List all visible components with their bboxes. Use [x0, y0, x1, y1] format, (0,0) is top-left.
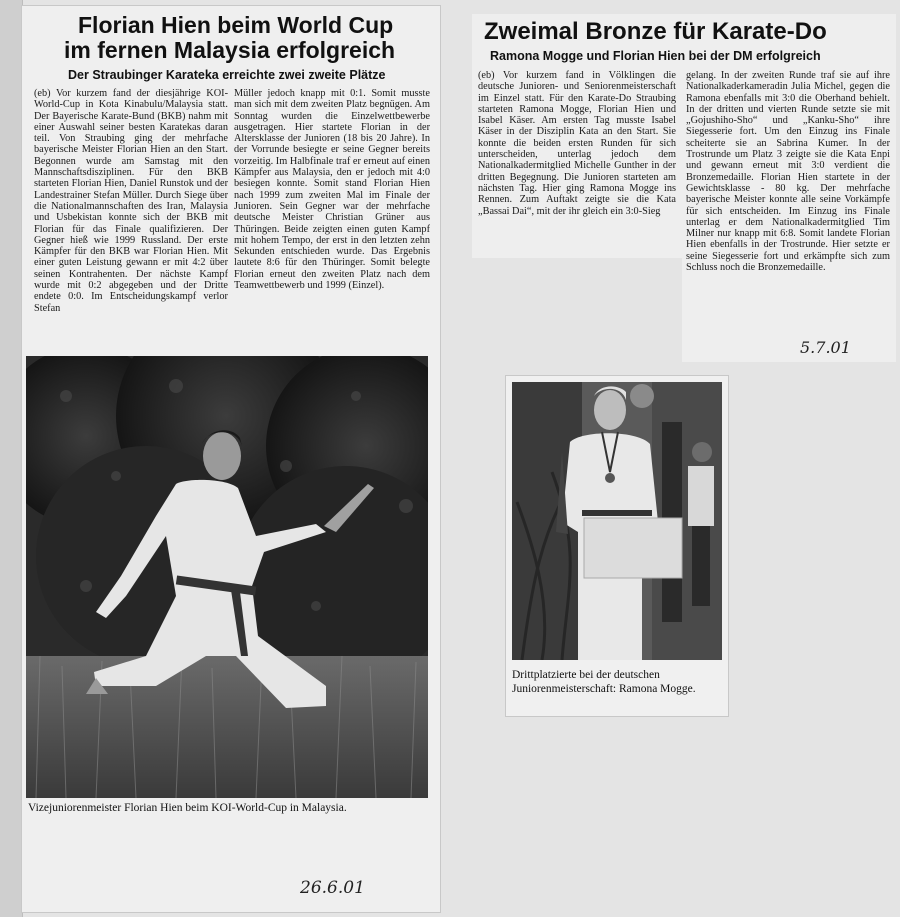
medal-winner-image	[512, 382, 722, 660]
article1-body-col2: Müller jedoch knapp mit 0:1. Somit musste man sich mit dem zweiten Platz begnügen. Am Sonntag wurden die Einzelwettbewerbe ausgetragen. Hier startete Florian in der Altersklasse der Junioren (18 bis 20 Jahre). In der Vorrunde besiegte er seine Gegner bereits vorzeitig. Im Halbfinale traf er erneut auf einen Kämpfer aus Malaysia, den er jedoch mit 4:0 besiegen konnte. Somit stand Florian Hien nach 1999 zum zweiten Mal im Finale der Junioren. Sein Gegner war der mehrfache deutsche Meister Christian Grüner aus Thüringen. Beide zeigten einen guten Kampf mit hohem Tempo, der erst in den letzten zehn Sekunden entschieden wurde. Das Ergebnis lautete 8:6 für den Thüringer. Somit belegte Florian erneut den zweiten Platz nach dem Teamwettbewerb und 1999 (Einzel).	[234, 88, 430, 292]
article2-handwritten-date: 5.7.01	[800, 338, 851, 357]
photo-ramona-mogge	[512, 382, 722, 660]
article1-column-1	[34, 88, 228, 353]
article1-headline-line1: Florian Hien beim World Cup	[78, 12, 394, 38]
page-binding-edge	[0, 0, 23, 917]
article2-column-2	[686, 70, 890, 342]
article2-column-1	[478, 70, 676, 252]
bronze-photo-clipping	[506, 376, 728, 716]
article1-body-col1: (eb) Vor kurzem fand der diesjährige KOI-World-Cup in Kota Kinabulu/Malaysia statt. Der Bayerische Karate-Bund (BKB) nahm mit einer Auswahl seiner besten Karatekas daran teil. Von Straubing ging der mehrfache bayerische Meister Florian Hien an den Start. Begonnen wurde am Samstag mit den Mannschaftsdisziplinen. Für den BKB starteten Florian Hien, Daniel Runstok und der Landestrainer Stefan Müller. Durch Siege über die Nationalmannschaften des Iran, Malaysia und Usbekistan konnte sich der BKB mit Florian für das Finale qualifizieren. Der Gegner hieß wie 1999 Russland. Der erste Kämpfer für den BKB war Florian Hien. Mit einer guten Leistung gewann er mit 4:2 über seinen Kontrahenten. Der nächste Kampf wurde mit 0:2 abgegeben und der Dritte endete 0:0. Im Entscheidungskampf verlor Stefan	[34, 88, 228, 314]
article2-subheadline: Ramona Mogge und Florian Hien bei der DM erfolgreich	[490, 49, 821, 63]
article2-headline: Zweimal Bronze für Karate-Do	[484, 18, 827, 45]
article2-body-col1: (eb) Vor kurzem fand in Völklingen die deutsche Junioren- und Seniorenmeisterschaft im Einzel statt. Für den Karate-Do Straubing starteten Ramona Mogge, Florian Hien und Isabel Käser. Am ersten Tag musste Isabel Käser in der Disziplin Kata an den Start. Sie konnte die beiden ersten Runden für sich unterscheiden, unterlag jedoch dem Nationalkadermitglied Michelle Gunther in der dritten Begegnung. Die Junioren starteten am nächsten Tag. Hier ging Ramona Mogge ins Rennen. Zum Auftakt zeigte sie die Kata „Bassai Dai“, mit der ihr gleich ein 3:0-Sieg	[478, 70, 676, 217]
article-world-cup-clipping	[22, 6, 440, 912]
article1-headline-line2: im fernen Malaysia erfolgreich	[64, 37, 396, 63]
article1-column-2	[234, 88, 430, 353]
article1-subheadline: Der Straubinger Karateka erreichte zwei zweite Plätze	[68, 68, 386, 82]
article2-body-col2: gelang. In der zweiten Runde traf sie auf ihre Nationalkaderkameradin Julia Michel, gegen die Ramona ebenfalls mit 3:0 die Oberhand behielt. In der dritten und vierten Runde setzte sie mit „Gojushiho-Sho“ und „Kanku-Sho“ ihre Siegesserie fort. Um den Einzug ins Finale scheiterte sie an Sabrina Kumer. In der Trostrunde um Platz 3 zeigte sie die Kata Enpi und gewann erneut mit 3:0 verdient die Bronzemedaille. Florian Hien startete in der Gewichtsklasse - 80 kg. Der mehrfache bayerische Meister konnte alle seine Vorkämpfe für sich entscheiden. Im Einzug ins Finale unterlag er dem Nationalkadermitglied Tim Milner nur knapp mit 6:8. Somit landete Florian Hien ebenfalls in der Trostrunde. Hier setzte er seine Siegesserie fort und erkämpfte sich zum Schluss noch die Bronzemedaille.	[686, 70, 890, 274]
article1-handwritten-date: 26.6.01	[300, 878, 365, 898]
article1-photo-caption: Vizejuniorenmeister Florian Hien beim KOI-World-Cup in Malaysia.	[28, 802, 347, 814]
karate-photo-florian-hien	[26, 356, 428, 798]
karate-stance-image	[26, 356, 428, 798]
article2-photo-caption: Drittplatzierte bei der deutschen Juniorenmeisterschaft: Ramona Mogge.	[512, 669, 696, 695]
